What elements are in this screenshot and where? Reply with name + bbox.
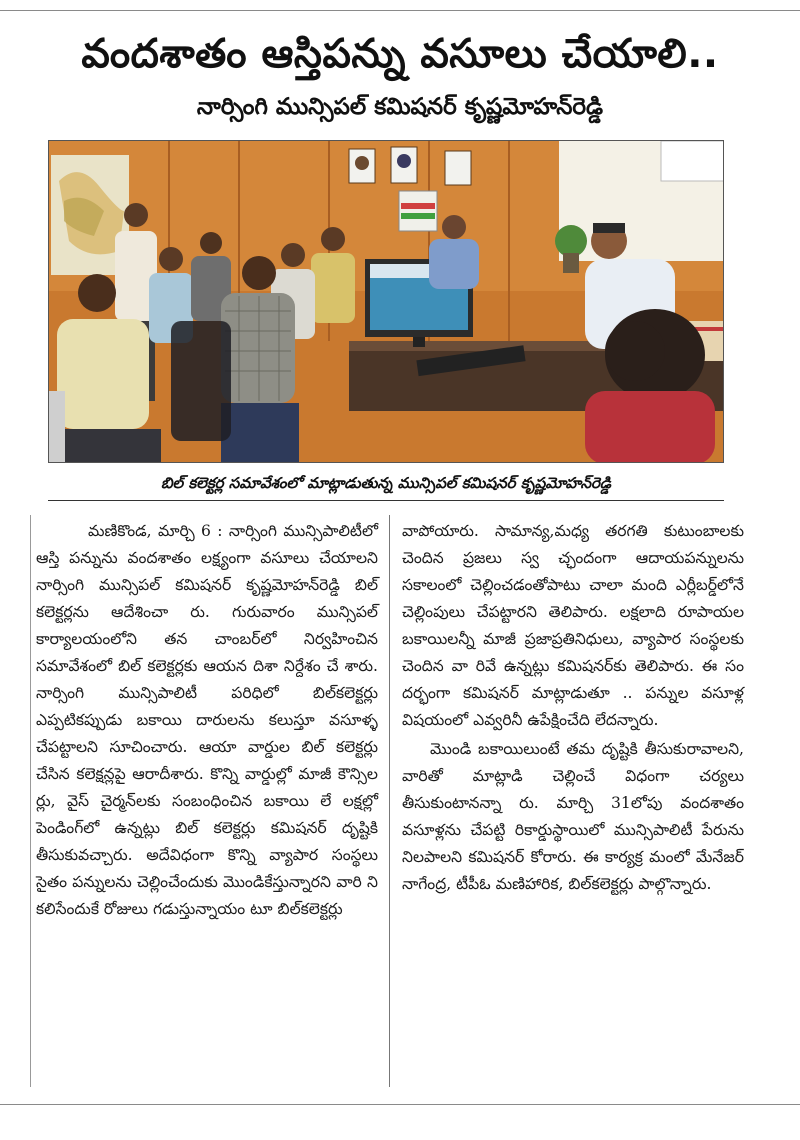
- bottom-rule: [0, 1104, 800, 1105]
- headline: వందశాతం ఆస్తిపన్ను వసూలు చేయాలి..: [81, 31, 719, 77]
- article-column-1: [36, 518, 378, 923]
- left-margin-rule: [30, 515, 31, 1087]
- subheadline: నార్సింగి మున్సిపల్ కమిషనర్ కృష్ణమోహన్‌రెడ్డి: [196, 94, 604, 120]
- caption-rule: [48, 500, 724, 501]
- column1-paragraph-1: మణికొండ, మార్చి 6 : నార్సింగి మున్సిపాలిటీలో ఆస్తి పన్నును వందశాతం లక్ష్యంగా వసూలు చేయాలని నార్సింగి మున్సిపల్ కమిషనర్ కృష్ణమోహన్‌రెడ్డి బిల్ కలెక్టర్లను ఆదేశించా రు. గురువారం మున్సిపల్ కార్యాలయంలోని తన చాంబర్‌లో నిర్వహించిన సమావేశంలో బిల్ కలెక్టర్లకు ఆయన దిశా నిర్దేశం చే శారు. నార్సింగి మున్సిపాలిటీ పరిధిలో బిల్‌కలెక్టర్లు ఎప్పటికప్పుడు బకాయి దారులను కలుస్తూ వసూళ్ళ చేపట్టాలని సూచించారు. ఆయా వార్డుల బిల్ కలెక్టర్లు చేసిన కలెక్షన్లపై ఆరాదీశారు. కొన్ని వార్డుల్లో మాజీ కౌన్సిల ర్లు, వైస్ చైర్మన్‌లకు సంబంధించిన బకాయి లే లక్షల్లో పెండింగ్‌లో ఉన్నట్లు బిల్ కలెక్టర్లు కమిషనర్ దృష్టికి తీసుకువచ్చారు. అదేవిధంగా కొన్ని వ్యాపార సంస్థలు సైతం పన్నులను చెల్లించేందుకు మొండికేస్తున్నారని వారి ని కలిసేందుకే రోజులు గడుస్తున్నాయం టూ బిల్‌కలెక్టర్లు: [36, 522, 378, 918]
- column2-paragraph-2: మొండి బకాయిలుంటే తమ దృష్టికి తీసుకురావాలని, వారితో మాట్లాడి చెల్లించే విధంగా చర్యలు తీసుకుంటానన్నా రు. మార్చి 31లోపు వందశాతం వసూళ్లను చేపట్టి రికార్డుస్థాయిలో మున్సిపాలిటీ పేరును నిలపాలని కమిషనర్ కోరారు. ఈ కార్యక్ర మంలో మేనేజర్ నాగేంద్ర, టీపీఓ మణిహారిక, బిల్‌కలెక్టర్లు పాల్గొన్నారు.: [402, 740, 744, 893]
- column-divider: [389, 515, 390, 1087]
- article-photo: [48, 140, 724, 463]
- meeting-photo-illustration: [49, 141, 724, 463]
- photo-caption: బిల్ కలెక్టర్ల సమావేశంలో మాట్లాడుతున్న మున్సిపల్ కమిషనర్ కృష్ణమోహన్‌రెడ్డి: [160, 474, 612, 492]
- article-column-2: [402, 518, 744, 898]
- column2-paragraph-1: వాపోయారు. సామాన్య,మధ్య తరగతి కుటుంబాలకు చెందిన ప్రజలు స్వ చ్ఛందంగా ఆదాయపన్నులను సకాలంలో చెల్లించడంతోపాటు చాలా మంది ఎర్లీబర్డ్‌లోనే చెల్లింపులు చేపట్టారని తెలిపారు. లక్షలాది రూపాయల బకాయిలన్నీ మాజీ ప్రజాప్రతినిధులు, వ్యాపార సంస్థలకు చెందిన వా రివే ఉన్నట్లు కమిషనర్‌కు తెలిపారు. ఈ సం దర్భంగా కమిషనర్ మాట్లాడుతూ .. పన్నుల వసూళ్ల విషయంలో ఎవ్వరినీ ఉపేక్షించేది లేదన్నారు.: [402, 522, 744, 729]
- top-rule: [0, 10, 800, 11]
